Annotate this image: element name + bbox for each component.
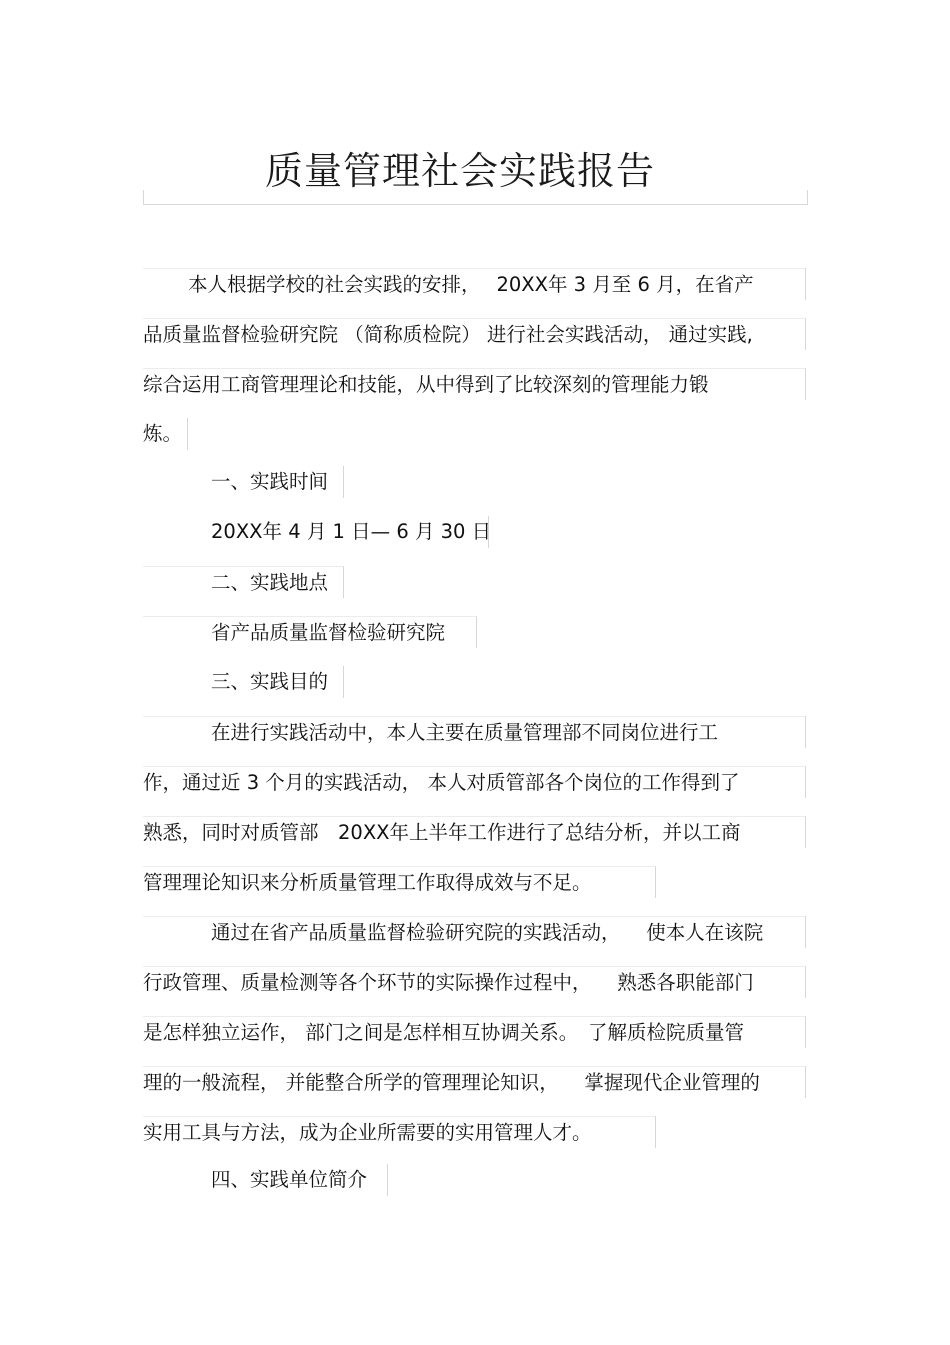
paragraph-line: 20XX年 4 月 1 日— 6 月 30 日 [143, 516, 489, 548]
paragraph-line: 管理理论知识来分析质量管理工作取得成效与不足。 [143, 866, 656, 898]
paragraph-line: 炼。 [143, 418, 188, 450]
document-title: 质量管理社会实践报告 [264, 149, 655, 193]
paragraph-line: 实用工具与方法，成为企业所需要的实用管理人才。 [143, 1116, 656, 1148]
paragraph-line: 行政管理、质量检测等各个环节的实际操作过程中， 熟悉各职能部门 [143, 966, 806, 998]
paragraph-line: 理的一般流程， 并能整合所学的管理理论知识， 掌握现代企业管理的 [143, 1066, 806, 1098]
section-heading: 三、实践目的 [143, 666, 344, 698]
paragraph-line: 作，通过近 3 个月的实践活动， 本人对质管部各个岗位的工作得到了 [143, 766, 806, 798]
title-divider [143, 190, 808, 205]
paragraph-line: 熟悉，同时对质管部 20XX年上半年工作进行了总结分析，并以工商 [143, 816, 806, 848]
paragraph-line: 在进行实践活动中，本人主要在质量管理部不同岗位进行工 [143, 716, 806, 748]
paragraph-line: 品质量监督检验研究院 （简称质检院） 进行社会实践活动， 通过实践, [143, 318, 806, 350]
paragraph-line: 综合运用工商管理理论和技能，从中得到了比较深刻的管理能力锻 [143, 368, 806, 400]
paragraph-line: 省产品质量监督检验研究院 [143, 616, 477, 648]
section-heading: 一、实践时间 [143, 466, 344, 498]
paragraph-line: 本人根据学校的社会实践的安排， 20XX年 3 月至 6 月，在省产 [143, 268, 806, 300]
section-heading: 四、实践单位简介 [143, 1164, 388, 1196]
section-heading: 二、实践地点 [143, 566, 344, 598]
paragraph-line: 是怎样独立运作， 部门之间是怎样相互协调关系。 了解质检院质量管 [143, 1016, 806, 1048]
paragraph-line: 通过在省产品质量监督检验研究院的实践活动， 使本人在该院 [143, 916, 806, 948]
